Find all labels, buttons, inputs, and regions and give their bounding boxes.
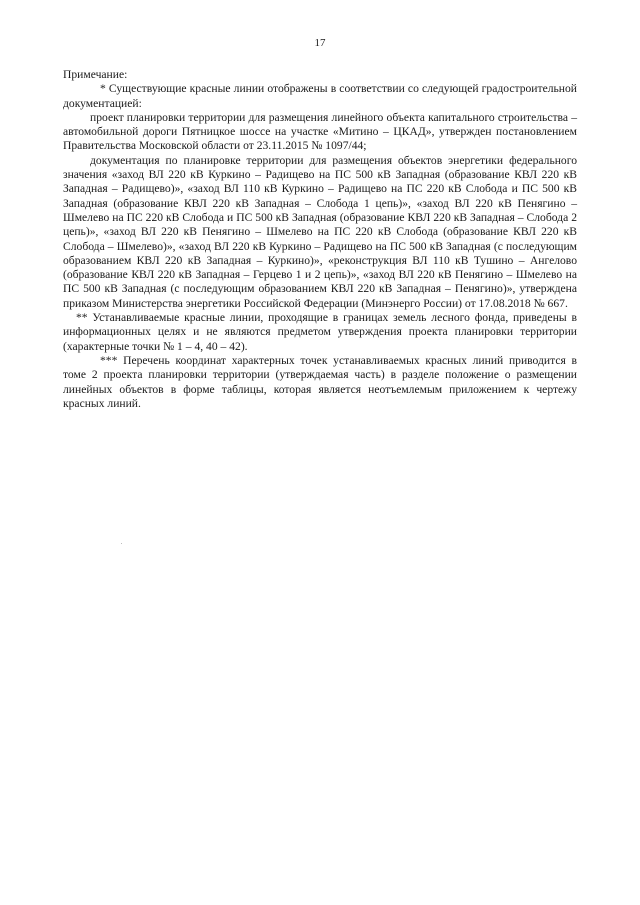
footnote-double-asterisk: ** Устанавливаемые красные линии, проходящие в границах земель лесного фонда, приведены в информационных целях и не являются предметом утверждения проекта планировки территории (характерные точки № 1 – 4, 40 – 42). <box>63 311 577 353</box>
footnote-single-asterisk: * Существующие красные линии отображены в соответствии со следующей градостроительной документацией: <box>63 82 577 110</box>
footnote-triple-asterisk: *** Перечень координат характерных точек устанавливаемых красных линий приводится в томе 2 проекта планировки территории (утверждаемая часть) в разделе положение о размещении линейных объектов в форме таблицы, которая является неотъемлемым приложением к чертежу красных линий. <box>63 353 577 410</box>
note-section <box>63 68 577 411</box>
energy-documentation-paragraph: документация по планировке территории для размещения объектов энергетики федерального значения «заход ВЛ 220 кВ Куркино – Радищево на ПС 500 кВ Западная (образование КВЛ 220 кВ Западная – Радищево)», «заход ВЛ 110 кВ Куркино – Радищево на ПС 220 кВ Слобода и ПС 500 кВ Западная (образование КВЛ 220 кВ Западная – Слобода 1 цепь)», «заход ВЛ 220 кВ Пенягино – Шмелево на ПС 220 кВ Слобода и ПС 500 кВ Западная (образование КВЛ 220 кВ Западная – Слобода 2 цепь)», «заход ВЛ 220 кВ Пенягино – Шмелево на ПС 220 кВ Слобода (образование КВЛ 220 кВ Слобода – Шмелево)», «заход ВЛ 220 кВ Куркино – Радищево на ПС 500 кВ Западная (с последующим образованием КВЛ 220 кВ Западная – Куркино)», «реконструкция ВЛ 110 кВ Тушино – Ангелово (образование КВЛ 220 кВ Западная – Герцево 1 и 2 цепь)», «заход ВЛ 220 кВ Пенягино – Шмелево на ПС 500 кВ Западная (с последующим образованием КВЛ 220 кВ Западная – Пенягино)», утверждена приказом Министерства энергетики Российской Федерации (Минэнерго России) от 17.08.2018 № 667. <box>63 153 577 310</box>
page-number: 17 <box>314 37 326 49</box>
scan-speck <box>121 543 122 544</box>
note-title: Примечание: <box>63 68 128 81</box>
planning-project-paragraph: проект планировки территории для размещения линейного объекта капитального строительства – автомобильной дороги Пятницкое шоссе на участке «Митино – ЦКАД», утвержден постановлением Правительства Московской области от 23.11.2015 № 1097/44; <box>63 110 577 153</box>
